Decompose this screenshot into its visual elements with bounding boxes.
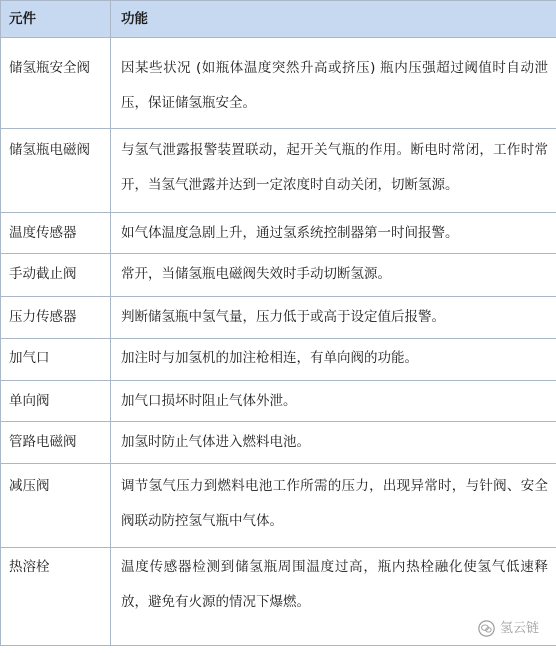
watermark — [478, 620, 539, 637]
function-line: 加注时与加氢机的加注枪相连，有单向阀的功能。 — [121, 350, 418, 366]
component-cell: 单向阀 — [1, 381, 111, 422]
table-row — [1, 129, 556, 213]
component-cell: 压力传感器 — [1, 297, 111, 339]
function-line: 如气体温度急剧上升，通过氢系统控制器第一时间报警。 — [121, 225, 459, 241]
table-row — [1, 339, 556, 381]
function-cell — [111, 422, 556, 464]
table-row — [1, 213, 556, 254]
table-row — [1, 297, 556, 339]
component-cell: 手动截止阀 — [1, 254, 111, 297]
watermark-text: 氢云链 — [500, 621, 540, 636]
component-cell: 热溶栓 — [1, 548, 111, 646]
table-row — [1, 464, 556, 548]
table-row — [1, 381, 556, 422]
component-cell: 加气口 — [1, 339, 111, 381]
function-cell — [111, 129, 556, 213]
function-line: 加氢时防止气体进入燃料电池。 — [121, 434, 310, 450]
function-line: 加气口损坏时阻止气体外泄。 — [121, 393, 297, 409]
table-row — [1, 38, 556, 129]
function-line: 温度传感器检测到储氢瓶周围温度过高，瓶内热栓融化使氢气低速释 — [121, 559, 548, 575]
function-line: 阀联动防控氢气瓶中气体。 — [121, 513, 283, 529]
table-row — [1, 422, 556, 464]
table-row — [1, 254, 556, 297]
function-cell — [111, 339, 556, 381]
component-cell: 储氢瓶安全阀 — [1, 38, 111, 129]
function-cell — [111, 213, 556, 254]
table-header-row — [1, 1, 556, 38]
function-line: 判断储氢瓶中氢气量，压力低于或高于设定值后报警。 — [121, 309, 445, 325]
component-cell: 温度传感器 — [1, 213, 111, 254]
function-cell — [111, 254, 556, 297]
wechat-icon — [478, 620, 495, 637]
table-row — [1, 548, 556, 646]
function-line: 调节氢气压力到燃料电池工作所需的压力，出现异常时，与针阀、安全 — [121, 478, 548, 494]
function-line: 压，保证储氢瓶安全。 — [121, 95, 256, 111]
function-cell — [111, 297, 556, 339]
function-line: 因某些状况 (如瓶体温度突然升高或挤压) 瓶内压强超过阈值时自动泄 — [121, 60, 548, 76]
function-cell — [111, 38, 556, 129]
component-cell: 管路电磁阀 — [1, 422, 111, 464]
function-line: 常开，当储氢瓶电磁阀失效时手动切断氢源。 — [121, 266, 391, 282]
header-component: 元件 — [1, 1, 111, 38]
function-line: 放，避免有火源的情况下爆燃。 — [121, 594, 310, 610]
function-cell — [111, 464, 556, 548]
component-cell: 减压阀 — [1, 464, 111, 548]
component-cell: 储氢瓶电磁阀 — [1, 129, 111, 213]
function-cell — [111, 381, 556, 422]
function-line: 与氢气泄露报警装置联动，起开关气瓶的作用。断电时常闭，工作时常 — [121, 142, 548, 158]
function-line: 开，当氢气泄露并达到一定浓度时自动关闭，切断氢源。 — [121, 177, 459, 193]
header-function: 功能 — [111, 1, 556, 38]
